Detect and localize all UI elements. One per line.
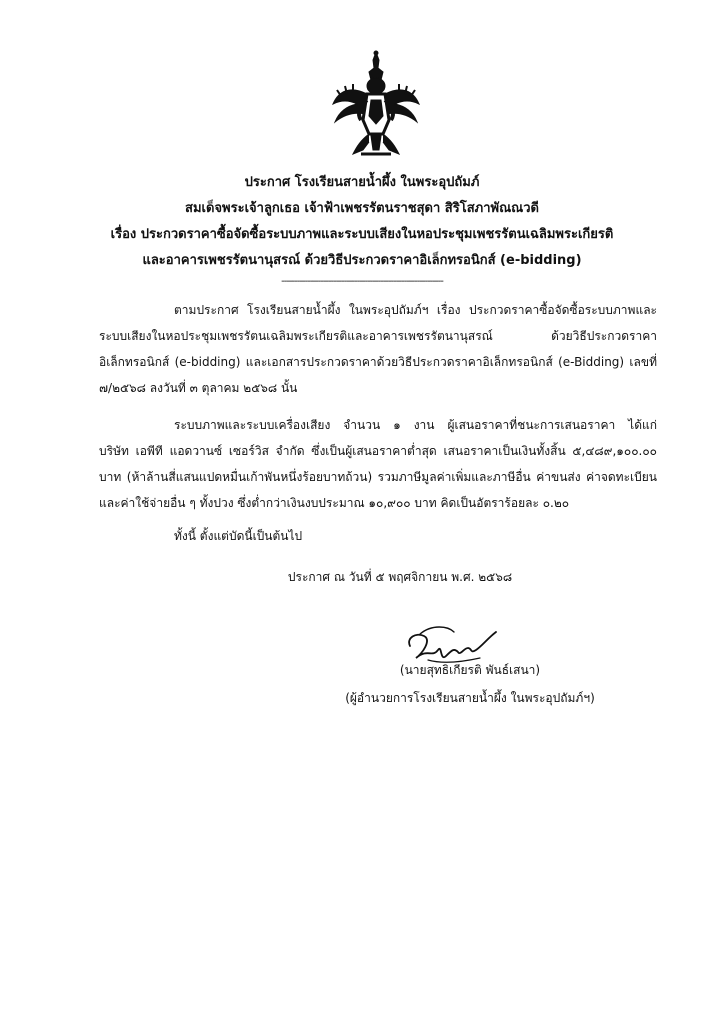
- paragraph-2-line: บาท (ห้าล้านสี่แสนแปดหมื่นเก้าพันหนึ่งร้อยบาทถ้วน) รวมภาษีมูลค่าเพิ่มและภาษีอื่น ค่าขนส่ง ค่าจดทะเบียน: [99, 470, 657, 484]
- announcement-subject-continued: และอาคารเพชรรัตนานุสรณ์ ด้วยวิธีประกวดราคาอิเล็กทรอนิกส์ (e-bidding): [142, 253, 582, 268]
- announcement-subject: เรื่อง ประกวดราคาซื้อจัดซื้อระบบภาพและระบบเสียงในหอประชุมเพชรรัตนเฉลิมพระเกียรติ: [110, 227, 614, 242]
- paragraph-1-line: ๗/๒๕๖๘ ลงวันที่ ๓ ตุลาคม ๒๕๖๘ นั้น: [99, 381, 298, 395]
- announcement-patronage: สมเด็จพระเจ้าลูกเธอ เจ้าฟ้าเพชรรัตนราชสุดา สิริโสภาพัณณวดี: [185, 201, 539, 216]
- paragraph-1-line: ระบบเสียงในหอประชุมเพชรรัตนเฉลิมพระเกียรติและอาคารเพชรรัตนานุสรณ์ ด้วยวิธีประกวดราคา: [99, 329, 657, 343]
- paragraph-2-line: บริษัท เอพีที แอดวานซ์ เซอร์วิส จำกัด ซึ่งเป็นผู้เสนอราคาต่ำสุด เสนอราคาเป็นเงินทั้งสิ้น ๕,๔๘๙,๑๐๐.๐๐: [99, 444, 657, 458]
- signer-position: (ผู้อำนวยการโรงเรียนสายน้ำผึ้ง ในพระอุปถัมภ์ฯ): [345, 691, 595, 705]
- paragraph-2-line: และค่าใช้จ่ายอื่น ๆ ทั้งปวง ซึ่งต่ำกว่าเงินงบประมาณ ๑๐,๙๐๐ บาท คิดเป็นอัตราร้อยละ ๐.๒๐: [99, 496, 570, 510]
- paragraph-2-line: ระบบภาพและระบบเครื่องเสียง จำนวน ๑ งาน ผู้เสนอราคาที่ชนะการเสนอราคา ได้แก่: [174, 418, 657, 432]
- paragraph-1-line: อิเล็กทรอนิกส์ (e-bidding) และเอกสารประกวดราคาด้วยวิธีประกวดราคาอิเล็กทรอนิกส์ (e-Bidding) เลขที่: [99, 355, 657, 369]
- paragraph-1-line: ตามประกาศ โรงเรียนสายน้ำผึ้ง ในพระอุปถัมภ์ฯ เรื่อง ประกวดราคาซื้อจัดซื้อระบบภาพและ: [174, 303, 657, 317]
- paragraph-3: ทั้งนี้ ตั้งแต่บัดนี้เป็นต้นไป: [174, 529, 303, 543]
- garuda-emblem-icon: [331, 50, 421, 158]
- signer-name: (นายสุทธิเกียรติ พันธ์เสนา): [399, 663, 541, 677]
- title-divider: --------------------------------------------------------------: [281, 276, 443, 287]
- announcement-date: ประกาศ ณ วันที่ ๕ พฤศจิกายน พ.ศ. ๒๕๖๘: [287, 570, 513, 584]
- announcement-title: ประกาศ โรงเรียนสายน้ำผึ้ง ในพระอุปถัมภ์: [244, 175, 480, 190]
